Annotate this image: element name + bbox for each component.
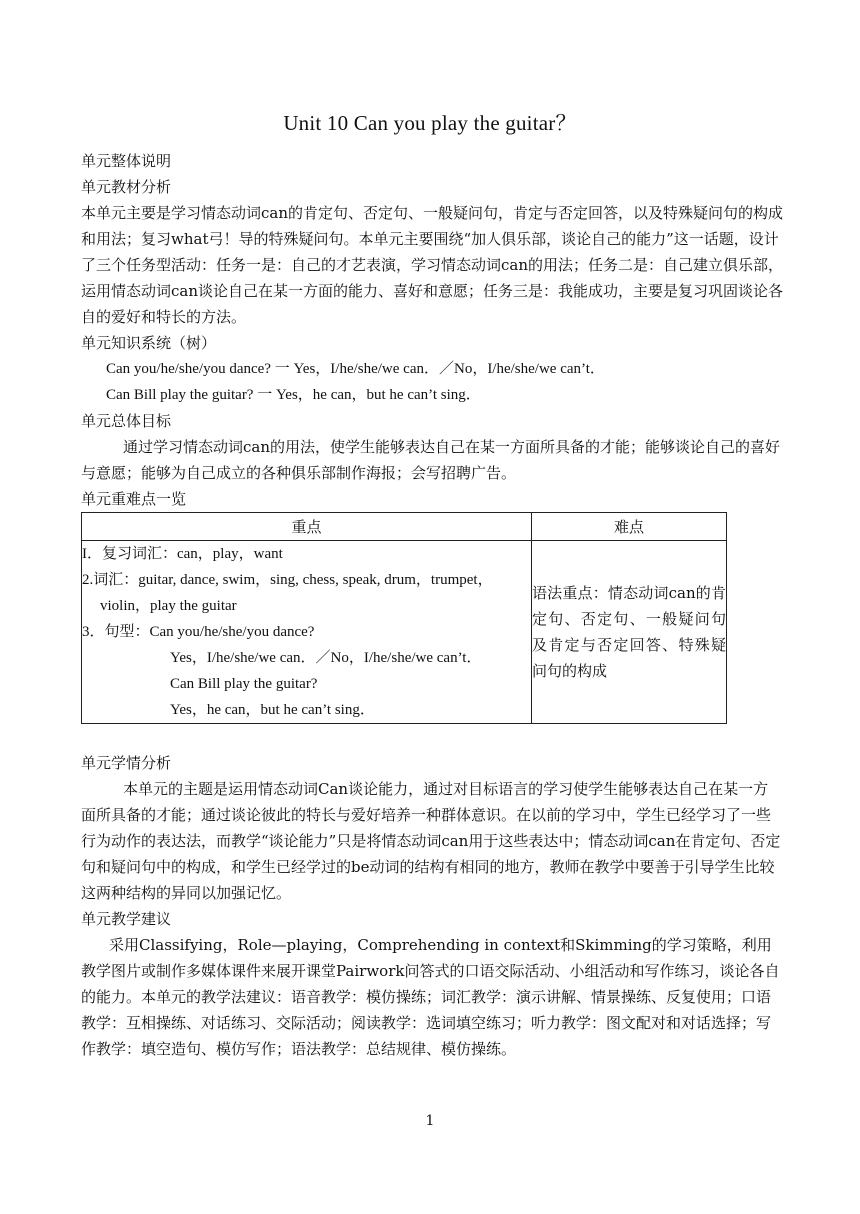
- table-header-difficulty: 难点: [532, 513, 727, 541]
- heading-teaching-suggestions: 单元教学建议: [81, 910, 172, 928]
- document-body: [81, 148, 783, 1062]
- material-analysis-text: 本单元主要是学习情态动词can的肯定句、否定句、一般疑问句，肯定与否定回答，以及特殊疑问句的构成和用法；复习what弓！导的特殊疑问句。本单元主要围绕“加人俱乐部，谈论自己的能力”这一话题，设计了三个任务型活动：任务一是：自己的才艺表演，学习情态动词can的用法；任务二是：自己建立俱乐部，运用情态动词can谈论自己在某一方面的能力、喜好和意愿；任务三是：我能成功，主要是复习巩固谈论各自的爱好和特长的方法。: [81, 204, 784, 326]
- key-point-line: 3．句型：Can you/he/she/you dance?: [82, 624, 315, 640]
- key-point-line: Yes，he can，but he can’t sing．: [170, 702, 375, 718]
- table-header-key: 重点: [82, 513, 532, 541]
- knowledge-sentence-2: Can Bill play the guitar? 一 Yes，he can，but he can’t sing．: [106, 387, 481, 403]
- key-points-table: [81, 512, 727, 724]
- knowledge-sentence-1: Can you/he/she/you dance? 一 Yes，I/he/she/we can．／No，I/he/she/we can’t．: [106, 361, 605, 377]
- document-title: Unit 10 Can you play the guitar？: [283, 111, 577, 135]
- student-analysis-text: 本单元的主题是运用情态动词Can谈论能力，通过对目标语言的学习使学生能够表达自己在某一方面所具备的才能；通过谈论彼此的特长与爱好培养一种群体意识。在以前的学习中，学生已经学习了一些行为动作的表达法，而教学“谈论能力”只是将情态动词can用于这些表达中；情态动词can在肯定句、否定句和疑问句中的构成，和学生已经学过的be动词的结构有相同的地方，教师在教学中要善于引导学生比较这两种结构的异同以加强记忆。: [81, 780, 781, 902]
- key-point-line: Can Bill play the guitar?: [170, 676, 318, 692]
- heading-overall-goal: 单元总体目标: [81, 412, 172, 430]
- key-point-line: violin，play the guitar: [100, 598, 237, 614]
- heading-key-points: 单元重难点一览: [81, 490, 187, 508]
- key-point-line: Yes，I/he/she/we can．／No，I/he/she/we can’t．: [170, 650, 482, 666]
- heading-student-analysis: 单元学情分析: [81, 754, 172, 772]
- table-row: [82, 541, 727, 724]
- heading-material-analysis: 单元教材分析: [81, 178, 172, 196]
- difficulty-cell: 语法重点：情态动词can的肯定句、否定句、一般疑问句及肯定与否定回答、特殊疑问句的构成: [532, 541, 727, 724]
- key-point-line: 2.词汇：guitar, dance, swim，sing, chess, speak, drum，trumpet，: [82, 572, 493, 588]
- heading-overview: 单元整体说明: [81, 152, 172, 170]
- table-header-row: [82, 513, 727, 541]
- key-point-line: I．复习词汇：can，play，want: [82, 546, 283, 562]
- heading-knowledge-tree: 单元知识系统（树）: [81, 334, 217, 352]
- page-number: 1: [425, 1113, 435, 1129]
- teaching-suggestions-text: 采用Classifying，Role—playing，Comprehending in context和Skimming的学习策略，利用教学图片或制作多媒体课件来展开课堂Pairwork问答式的口语交际活动、小组活动和写作练习，谈论各自的能力。本单元的教学法建议：语音教学：模仿操练；词汇教学：演示讲解、情景操练、反复使用；口语教学：互相操练、对话练习、交际活动；阅读教学：选词填空练习；听力教学：图文配对和对话选择；写作教学：填空造句、模仿写作；语法教学：总结规律、模仿操练。: [81, 936, 780, 1058]
- key-points-cell: [82, 541, 532, 724]
- overall-goal-text: 通过学习情态动词can的用法，使学生能够表达自己在某一方面所具备的才能；能够谈论自己的喜好与意愿；能够为自己成立的各种俱乐部制作海报；会写招聘广告。: [81, 438, 781, 482]
